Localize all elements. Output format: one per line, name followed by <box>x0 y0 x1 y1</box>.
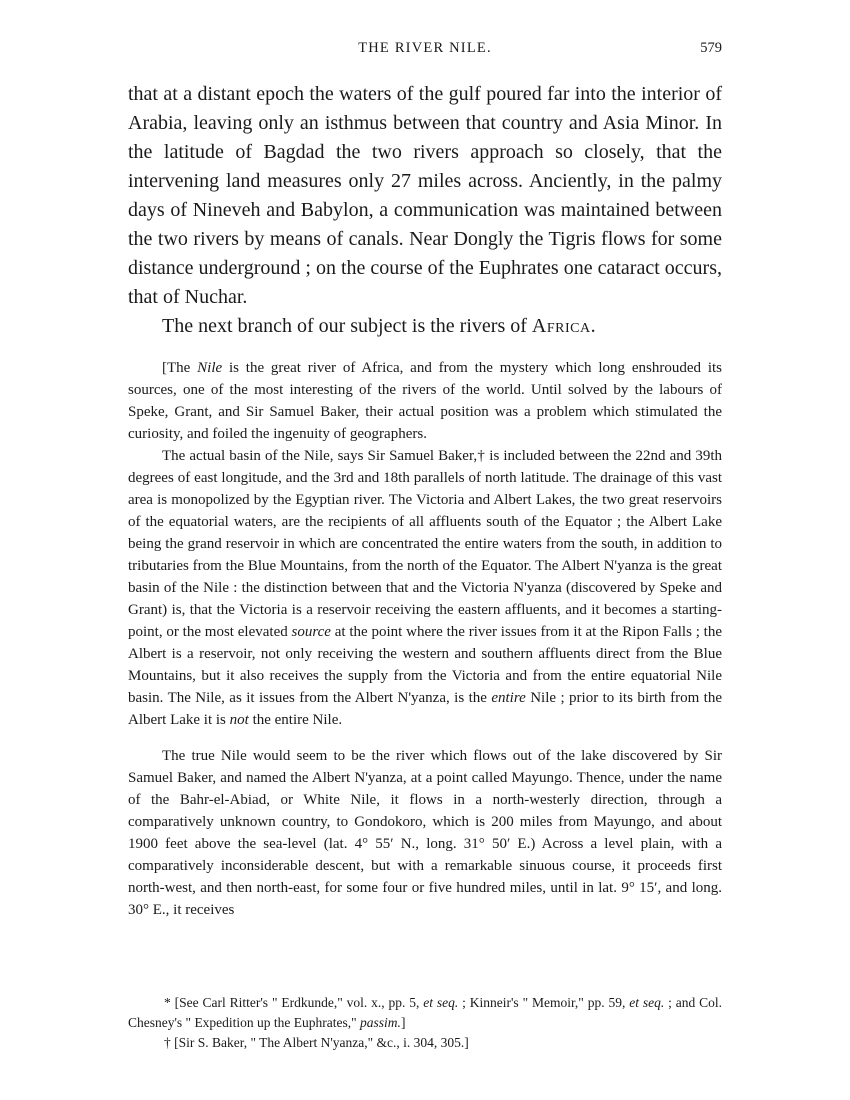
basin-d: the entire Nile. <box>248 712 343 728</box>
running-head <box>128 40 722 62</box>
fn1-b: ; Kinneir's " Memoir," pp. 59, <box>458 995 630 1010</box>
fn1-etseq-2: et seq. <box>629 995 665 1010</box>
footnotes <box>128 993 722 1053</box>
body-text <box>128 80 722 921</box>
paragraph-africa-intro <box>128 312 722 341</box>
source-italic: source <box>291 624 331 640</box>
fn1-a: * [See Carl Ritter's " Erdkunde," vol. x., pp. 5, <box>164 995 424 1010</box>
page-number: 579 <box>700 40 722 56</box>
not-italic: not <box>229 712 249 728</box>
nile-intro-a: [The <box>162 360 198 376</box>
basin-a: The actual basin of the Nile, says Sir Samuel Baker,† is included between the 22nd and 39th degrees of east longitude, and the 3rd and 18th parallels of north latitude. The drainage of this vast area is monopolized by the Egyptian river. The Victoria and Albert Lakes, the two great reservoirs of the equatorial waters, are the recipients of all affluents south of the Equator ; the Albert Lake being the grand reservoir in which are concentrated the entire waters from the south, in addition to tributaries from the Blue Mountains, from the north of the Equator. The Albert N'yanza is the great basin of the Nile : the distinction between that and the Victoria N'yanza (discovered by Speke and Grant) is, that the Victoria is a reservoir receiving the eastern affluents, and it becomes a starting-point, or the most elevated <box>128 448 722 640</box>
nile-intro-b: is the great river of Africa, and from the mystery which long enshrouded its sources, one of the most interesting of the rivers of the world. Until solved by the labours of Speke, Grant, and Sir Samuel Baker, their actual position was a problem which stimulated the curiosity, and foiled the ingenuity of geographers. <box>128 360 722 442</box>
paragraph-nile-basin <box>128 445 722 731</box>
entire-italic: entire <box>491 690 526 706</box>
africa-smallcaps: Africa. <box>531 315 597 337</box>
footnote-ritter <box>128 993 722 1033</box>
basin-b: at the point where the river issues from it at the Ripon Falls ; the Albert is a reservoir, not only receiving the western and southern affluents direct from the Blue Mountains, but it also receives the supply from the Victoria and from the entire equatorial Nile basin. The Nile, as it issues from the Albert N'yanza, is the <box>128 624 722 706</box>
fn1-passim: passim. <box>360 1015 401 1030</box>
fn1-c: ; and Col. Chesney's " Expedition up the Euphrates," <box>128 995 722 1030</box>
nile-italic: Nile <box>197 360 223 376</box>
running-title: THE RIVER NILE. <box>358 40 492 56</box>
paragraph-true-nile: The true Nile would seem to be the river which flows out of the lake discovered by Sir Samuel Baker, and named the Albert N'yanza, at a point called Mayungo. Thence, under the name of the Bahr-el-Abiad, or White Nile, it flows in a north-westerly direction, through a comparatively unknown country, to Gondokoro, which is 200 miles from Mayungo, and about 1900 feet above the sea-level (lat. 4° 55′ N., long. 31° 50′ E.) Across a level plain, with a comparatively inconsiderable descent, but with a remarkable sinuous course, it proceeds first north-west, and then north-east, for some four or five hundred miles, until in lat. 9° 15′, and long. 30° E., it receives <box>128 748 722 918</box>
fn1-etseq-1: et seq. <box>423 995 459 1010</box>
basin-c: Nile ; prior to its birth from the Albert Lake it is <box>128 690 722 728</box>
africa-intro-text: The next branch of our subject is the rivers of <box>162 315 532 337</box>
footnote-baker: † [Sir S. Baker, " The Albert N'yanza," &c., i. 304, 305.] <box>164 1035 469 1050</box>
paragraph-nile-intro <box>128 357 722 445</box>
fn1-d: ] <box>400 1015 406 1030</box>
paragraph-euphrates: that at a distant epoch the waters of the gulf poured far into the interior of Arabia, leaving only an isthmus between that country and Asia Minor. In the latitude of Bagdad the two rivers approach so closely, that the intervening land measures only 27 miles across. Anciently, in the palmy days of Nineveh and Babylon, a communication was maintained between the two rivers by means of canals. Near Dongly the Tigris flows for some distance underground ; on the course of the Euphrates one cataract occurs, that of Nuchar. <box>128 83 722 308</box>
